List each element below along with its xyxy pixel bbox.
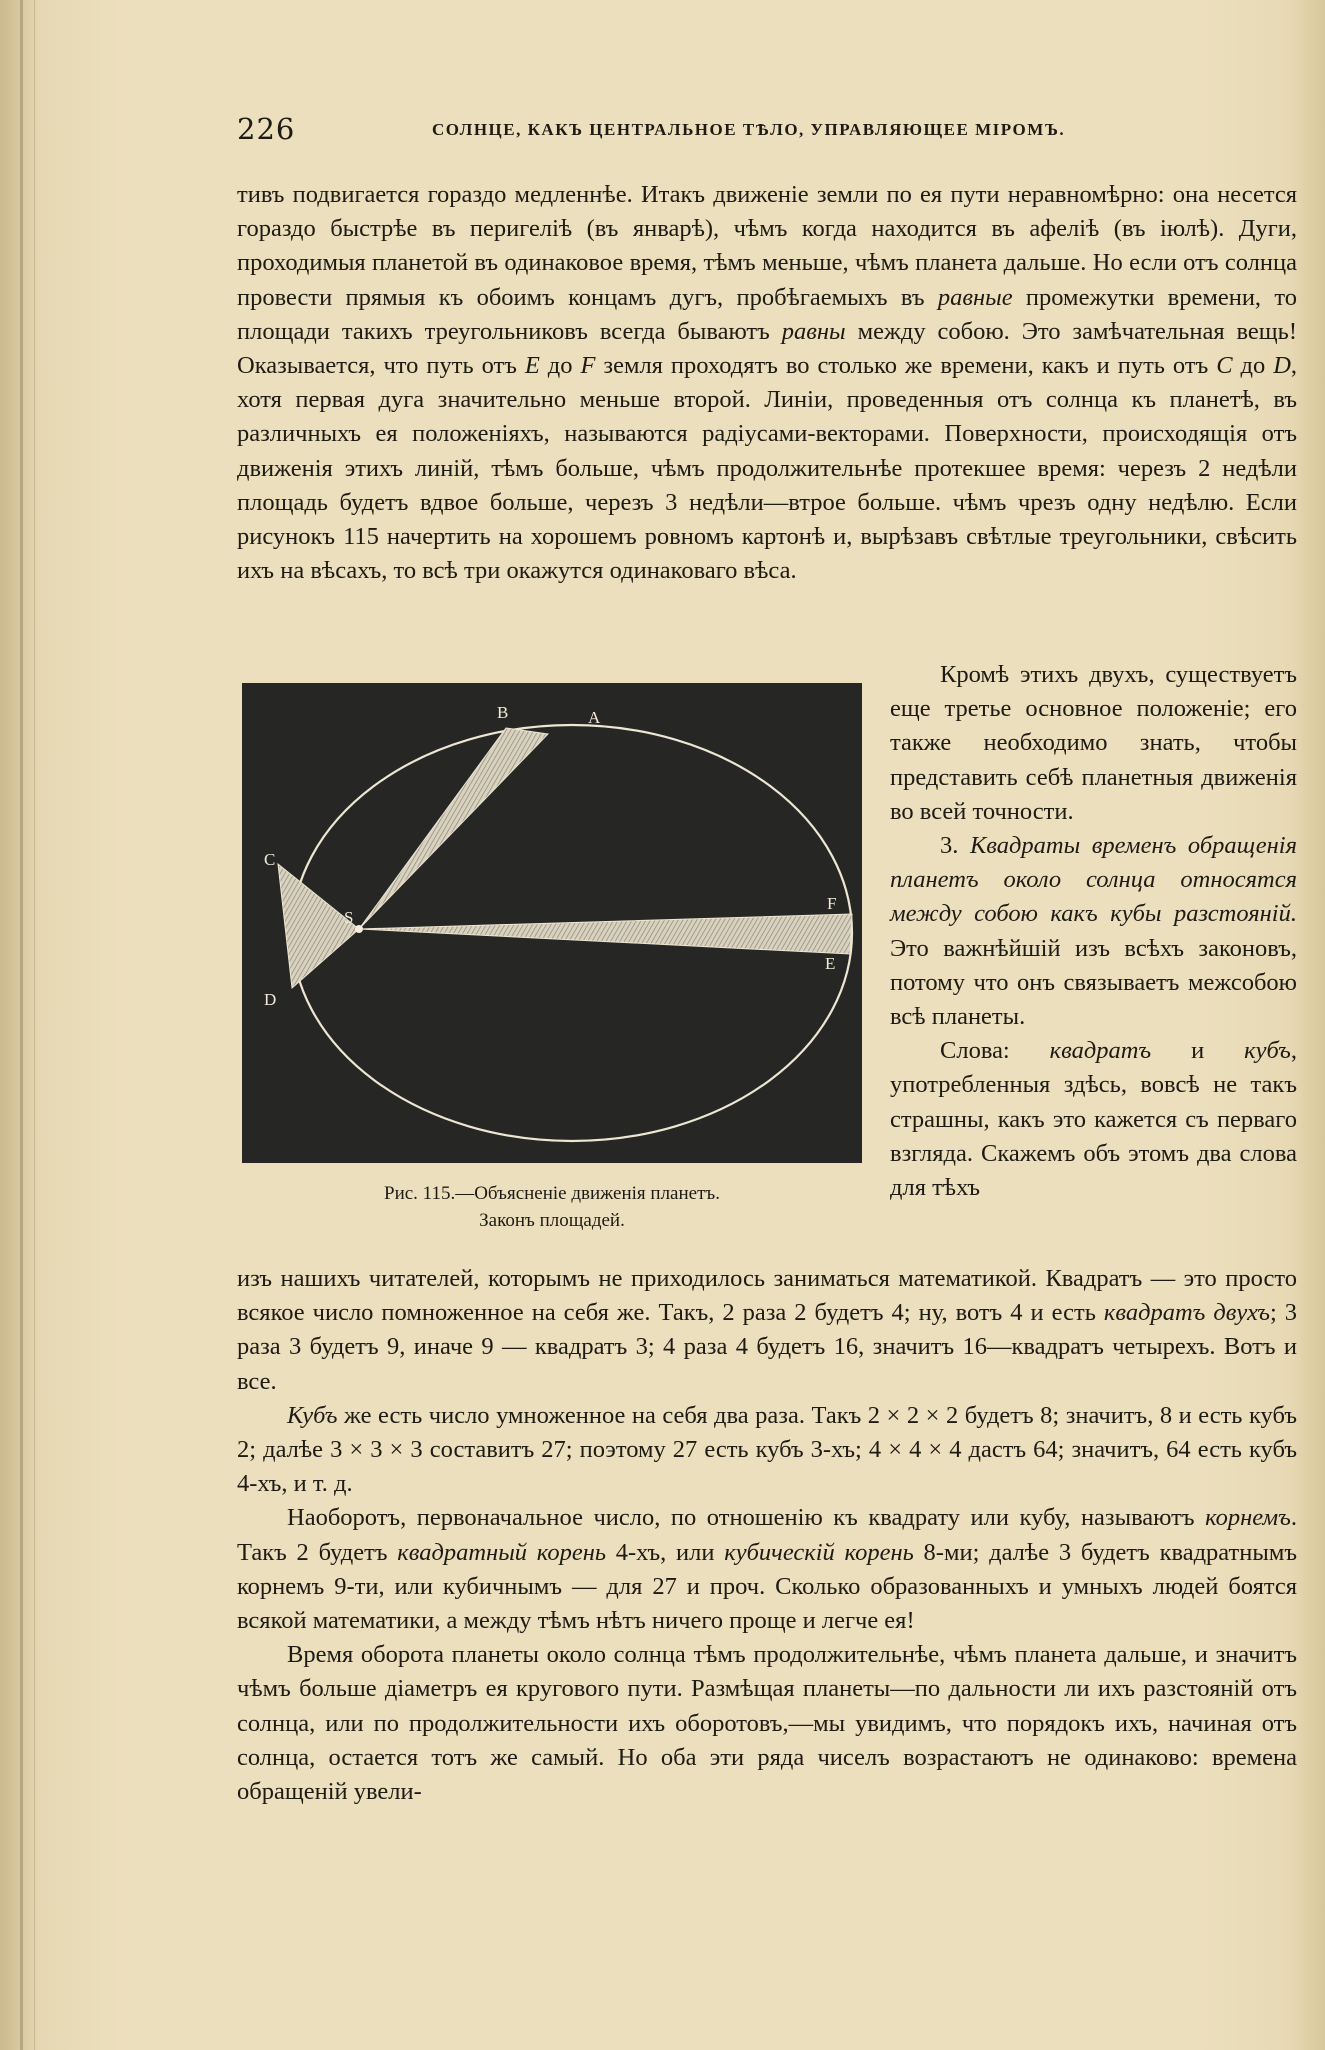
label-s: S xyxy=(344,908,354,927)
text-run: Это важнѣйшій изъ всѣхъ законовъ, потому что онъ связываетъ межсобою всѣ планеты. xyxy=(890,934,1297,1031)
caption-line-2: Законъ площадей. xyxy=(479,1210,625,1231)
paragraph-third-law-intro: Кромѣ этихъ двухъ, существуетъ еще третье основное положеніе; его также необходимо знать, чтобы представить себѣ планетныя движенія во всей точности. xyxy=(890,661,1297,825)
emphasis: кубическій корень xyxy=(724,1538,914,1566)
label-a: A xyxy=(588,708,601,727)
page-number: 226 xyxy=(237,112,296,146)
text-run: до xyxy=(1232,352,1274,380)
text-run: и xyxy=(1151,1037,1245,1065)
figure-115-law-of-areas xyxy=(242,683,862,1163)
text-run: же есть число умноженное на себя два раза. Такъ 2 × 2 × 2 будетъ 8; значитъ, 8 и есть кубъ 2; далѣе 3 × 3 × 3 составитъ 27; поэтому 27 есть кубъ 3-хъ; 4 × 4 × 4 дастъ 64; значитъ, 64 есть кубъ 4-хъ, и т. д. xyxy=(237,1401,1297,1498)
text-run: между собою. Это замѣчательная вещь! Оказывается, что путь отъ xyxy=(237,317,1298,380)
sun-point xyxy=(355,925,363,933)
emphasis: квадратъ xyxy=(1049,1037,1152,1065)
figure-caption xyxy=(242,1180,862,1234)
text-run: 4-хъ, или xyxy=(606,1538,725,1566)
point-label: D xyxy=(1273,352,1291,380)
paragraph-third-law xyxy=(890,829,1297,1034)
law-number: 3. xyxy=(940,832,970,860)
text-run: Слова: xyxy=(940,1037,1050,1065)
label-c: C xyxy=(264,850,276,869)
emphasis: квадратный корень xyxy=(397,1538,607,1566)
binding-shadow-thin xyxy=(34,0,35,2050)
text-run: 8-ми; далѣе 3 будетъ квадратнымъ корнемъ 9-ти, или кубичнымъ — для 27 и проч. Сколько образованныхъ и умныхъ людей боятся всякой математики, а между тѣмъ нѣтъ ничего проще и легче ея! xyxy=(237,1538,1297,1635)
text-run: до xyxy=(539,352,581,380)
paragraph-square xyxy=(237,1262,1297,1399)
point-label: C xyxy=(1216,352,1233,380)
emphasis: Кубъ xyxy=(287,1401,338,1429)
orbit-diagram xyxy=(242,683,862,1163)
text-run: , употребленныя здѣсь, вовсѣ не такъ страшны, какъ это кажется съ перваго взгляда. Скажемъ объ этомъ два слова для тѣхъ xyxy=(890,1037,1297,1202)
paragraph-kepler-second-law xyxy=(237,178,1297,588)
label-b: B xyxy=(497,703,509,722)
emphasis: квадратъ двухъ xyxy=(1103,1299,1270,1327)
label-d: D xyxy=(264,990,277,1009)
emphasis: равные xyxy=(937,283,1013,311)
binding-shadow xyxy=(20,0,23,2050)
text-run: промежутки времени, то площади такихъ треугольниковъ всегда бываютъ xyxy=(237,283,1297,345)
point-label: F xyxy=(580,352,596,380)
text-run: . Такъ 2 будетъ xyxy=(237,1504,1297,1566)
law-statement: Квадраты временъ обращенія планетъ около солнца относятся между собою какъ кубы разстояній. xyxy=(890,832,1298,928)
point-label: E xyxy=(524,352,540,380)
text-run: Наоборотъ, первоначальное число, по отношенію къ квадрату или кубу, называютъ xyxy=(287,1504,1206,1532)
emphasis: корнемъ xyxy=(1205,1504,1291,1532)
paragraph-square-cube-intro xyxy=(890,1034,1297,1205)
running-head xyxy=(237,112,1297,152)
emphasis: кубъ xyxy=(1244,1037,1291,1065)
paragraph-cube xyxy=(237,1399,1297,1502)
text-run: земля проходятъ во столько же времени, какъ и путь отъ xyxy=(595,352,1217,380)
label-f: F xyxy=(827,894,837,913)
sector-a-b xyxy=(359,728,548,929)
side-column xyxy=(890,658,1297,1205)
text-run: , хотя первая дуга значительно меньше второй. Линіи, проведенныя отъ солнца къ планетѣ, въ различныхъ ея положеніяхъ, называются радіусами-векторами. Поверхности, происходящія отъ движенія этихъ линій, тѣмъ больше, чѣмъ продолжительнѣе протекшее время: черезъ 2 недѣли площадь будетъ вдвое больше, черезъ 3 недѣли—втрое больше. чѣмъ чрезъ одну недѣлю. Если рисунокъ 115 начертить на хорошемъ ровномъ картонѣ и, вырѣзавъ свѣтлые треугольники, свѣсить ихъ на вѣсахъ, то всѣ три окажутся одинаковаго вѣса. xyxy=(237,352,1298,585)
paragraph-orbital-period: Время оборота планеты около солнца тѣмъ продолжительнѣе, чѣмъ планета дальше, и значитъ чѣмъ больше діаметръ ея кругового пути. Размѣщая планеты—по дальности ли ихъ разстояній отъ солнца, или по продолжительности ихъ оборотовъ,—мы увидимъ, что порядокъ ихъ, начиная отъ солнца, остается тотъ же самый. Но оба эти ряда чиселъ возрастаютъ не одинаково: времена обращеній увели- xyxy=(237,1641,1297,1806)
label-e: E xyxy=(825,954,836,973)
caption-line-1: Рис. 115.—Объясненіе движенія планетъ. xyxy=(384,1183,720,1204)
text-run: тивъ подвигается гораздо медленнѣе. Итакъ движеніе земли по ея пути неравномѣрно: она несется гораздо быстрѣе въ перигеліѣ (въ январѣ), чѣмъ когда находится въ афеліѣ (въ іюлѣ). Дуги, проходимыя планетой въ одинаковое время, тѣмъ меньше, чѣмъ планета дальше. Но если отъ солнца провести прямыя къ обоимъ концамъ дугъ, пробѣгаемыхъ въ xyxy=(237,181,1297,311)
running-title: СОЛНЦЕ, КАКЪ ЦЕНТРАЛЬНОЕ ТѢЛО, УПРАВЛЯЮЩЕЕ МІРОМЪ. xyxy=(432,120,1066,139)
lower-text-block xyxy=(237,1262,1297,1809)
text-run: изъ нашихъ читателей, которымъ не приходилось заниматься математикой. Квадратъ — это просто всякое число помноженное на себя же. Такъ, 2 раза 2 будетъ 4; ну, вотъ 4 и есть xyxy=(237,1265,1297,1327)
paragraph-root xyxy=(237,1501,1297,1638)
sector-e-f xyxy=(359,914,852,954)
text-run: ; 3 раза 3 будетъ 9, иначе 9 — квадратъ 3; 4 раза 4 будетъ 16, значитъ 16—квадратъ четырехъ. Вотъ и все. xyxy=(237,1299,1298,1395)
emphasis: равны xyxy=(781,317,846,345)
